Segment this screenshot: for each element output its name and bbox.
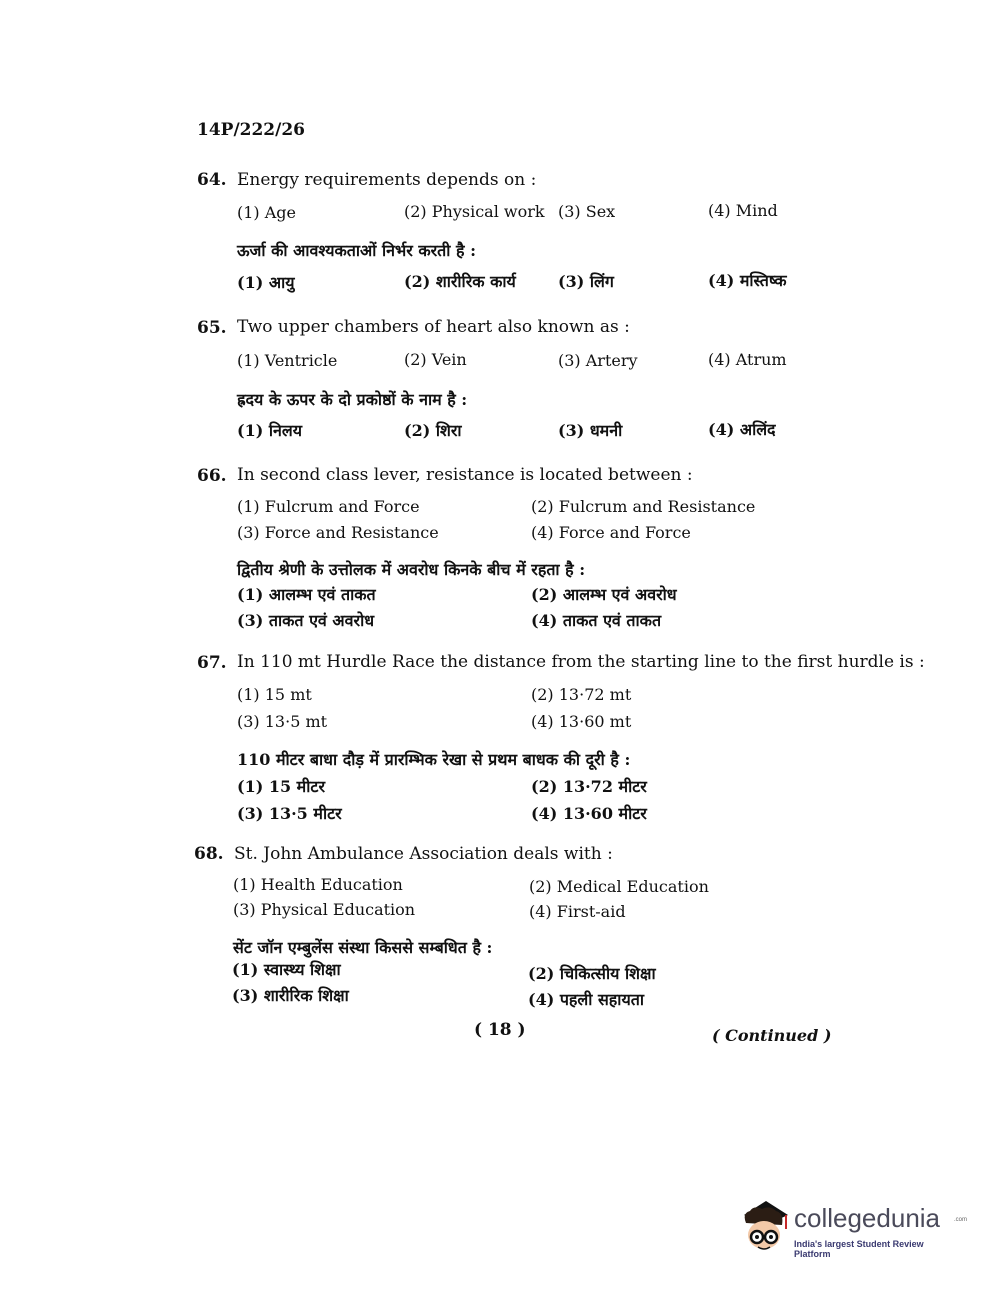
- option-hindi: (2) 13·72 मीटर: [531, 777, 647, 796]
- option: (2) Vein: [404, 350, 467, 369]
- option: (3) Force and Resistance: [237, 523, 439, 542]
- option: (1) Health Education: [233, 875, 403, 894]
- option: (4) 13·60 mt: [531, 712, 632, 731]
- option: (2) 13·72 mt: [531, 685, 632, 704]
- option-hindi: (2) शारीरिक कार्य: [404, 272, 516, 291]
- option: (2) Medical Education: [529, 877, 709, 896]
- option-hindi: (3) शारीरिक शिक्षा: [232, 986, 349, 1005]
- option: (1) Age: [237, 203, 297, 222]
- option-hindi: (1) निलय: [237, 421, 302, 440]
- option: (4) Atrum: [708, 350, 787, 369]
- option-hindi: (3) 13·5 मीटर: [237, 804, 342, 823]
- logo-name: collegedunia: [794, 1203, 941, 1233]
- option-hindi: (3) लिंग: [558, 272, 614, 291]
- option: (1) Ventricle: [237, 351, 338, 370]
- continued-label: ( Continued ): [712, 1026, 832, 1045]
- option-hindi: (3) धमनी: [558, 421, 623, 440]
- question-text-hindi: ह्रदय के ऊपर के दो प्रकोष्ठों के नाम है :: [237, 390, 468, 409]
- option: (2) Fulcrum and Resistance: [531, 497, 756, 516]
- question-number: 66.: [197, 466, 227, 486]
- question-text-hindi: द्वितीय श्रेणी के उत्तोलक में अवरोध किनके बीच में रहता है :: [237, 560, 586, 579]
- option-hindi: (1) 15 मीटर: [237, 777, 325, 796]
- question-text-hindi: ऊर्जा की आवश्यकताओं निर्भर करती है :: [237, 241, 476, 260]
- question-text-hindi: 110 मीटर बाधा दौड़ में प्रारम्भिक रेखा से प्रथम बाधक की दूरी है :: [237, 750, 631, 769]
- option: (4) Mind: [708, 201, 778, 220]
- option: (3) Sex: [558, 202, 616, 221]
- option-hindi: (2) शिरा: [404, 421, 462, 440]
- question-text-hindi: सेंट जॉन एम्बुलेंस संस्था किससे सम्बधित है :: [233, 938, 493, 957]
- option: (3) Artery: [558, 351, 638, 370]
- question-number: 67.: [197, 653, 227, 673]
- page-number: ( 18 ): [474, 1020, 526, 1040]
- logo-tagline: India's largest Student Review Platform: [794, 1239, 924, 1259]
- option: (1) Fulcrum and Force: [237, 497, 420, 516]
- question-text: In 110 mt Hurdle Race the distance from the starting line to the first hurdle is :: [237, 652, 925, 672]
- option-hindi: (1) आयु: [237, 273, 295, 292]
- option-hindi: (1) स्वास्थ्य शिक्षा: [232, 960, 341, 979]
- option-hindi: (4) मस्तिष्क: [708, 271, 787, 290]
- question-text: Two upper chambers of heart also known as :: [237, 317, 630, 337]
- option: (1) 15 mt: [237, 685, 312, 704]
- option-hindi: (1) आलम्भ एवं ताकत: [237, 585, 376, 604]
- option-hindi: (4) पहली सहायता: [528, 990, 644, 1009]
- question-text: St. John Ambulance Association deals with :: [234, 844, 613, 864]
- question-text: Energy requirements depends on :: [237, 170, 537, 190]
- option-hindi: (3) ताकत एवं अवरोध: [237, 611, 375, 630]
- option: (4) First-aid: [529, 902, 626, 921]
- option: (2) Physical work: [404, 202, 545, 221]
- question-number: 64.: [197, 170, 227, 190]
- option-hindi: (4) अलिंद: [708, 420, 776, 439]
- collegedunia-logo: [736, 1195, 968, 1261]
- option: (3) Physical Education: [233, 900, 416, 919]
- option: (3) 13·5 mt: [237, 712, 328, 731]
- paper-code: 14P/222/26: [197, 120, 306, 140]
- option-hindi: (2) आलम्भ एवं अवरोध: [531, 585, 677, 604]
- question-text: In second class lever, resistance is located between :: [237, 465, 693, 485]
- option-hindi: (4) 13·60 मीटर: [531, 804, 647, 823]
- option-hindi: (2) चिकित्सीय शिक्षा: [528, 964, 656, 983]
- question-number: 65.: [197, 318, 227, 338]
- mascot-icon: [736, 1195, 794, 1261]
- option: (4) Force and Force: [531, 523, 691, 542]
- logo-suffix: .com: [954, 1217, 968, 1223]
- option-hindi: (4) ताकत एवं ताकत: [531, 611, 662, 630]
- question-number: 68.: [194, 844, 224, 864]
